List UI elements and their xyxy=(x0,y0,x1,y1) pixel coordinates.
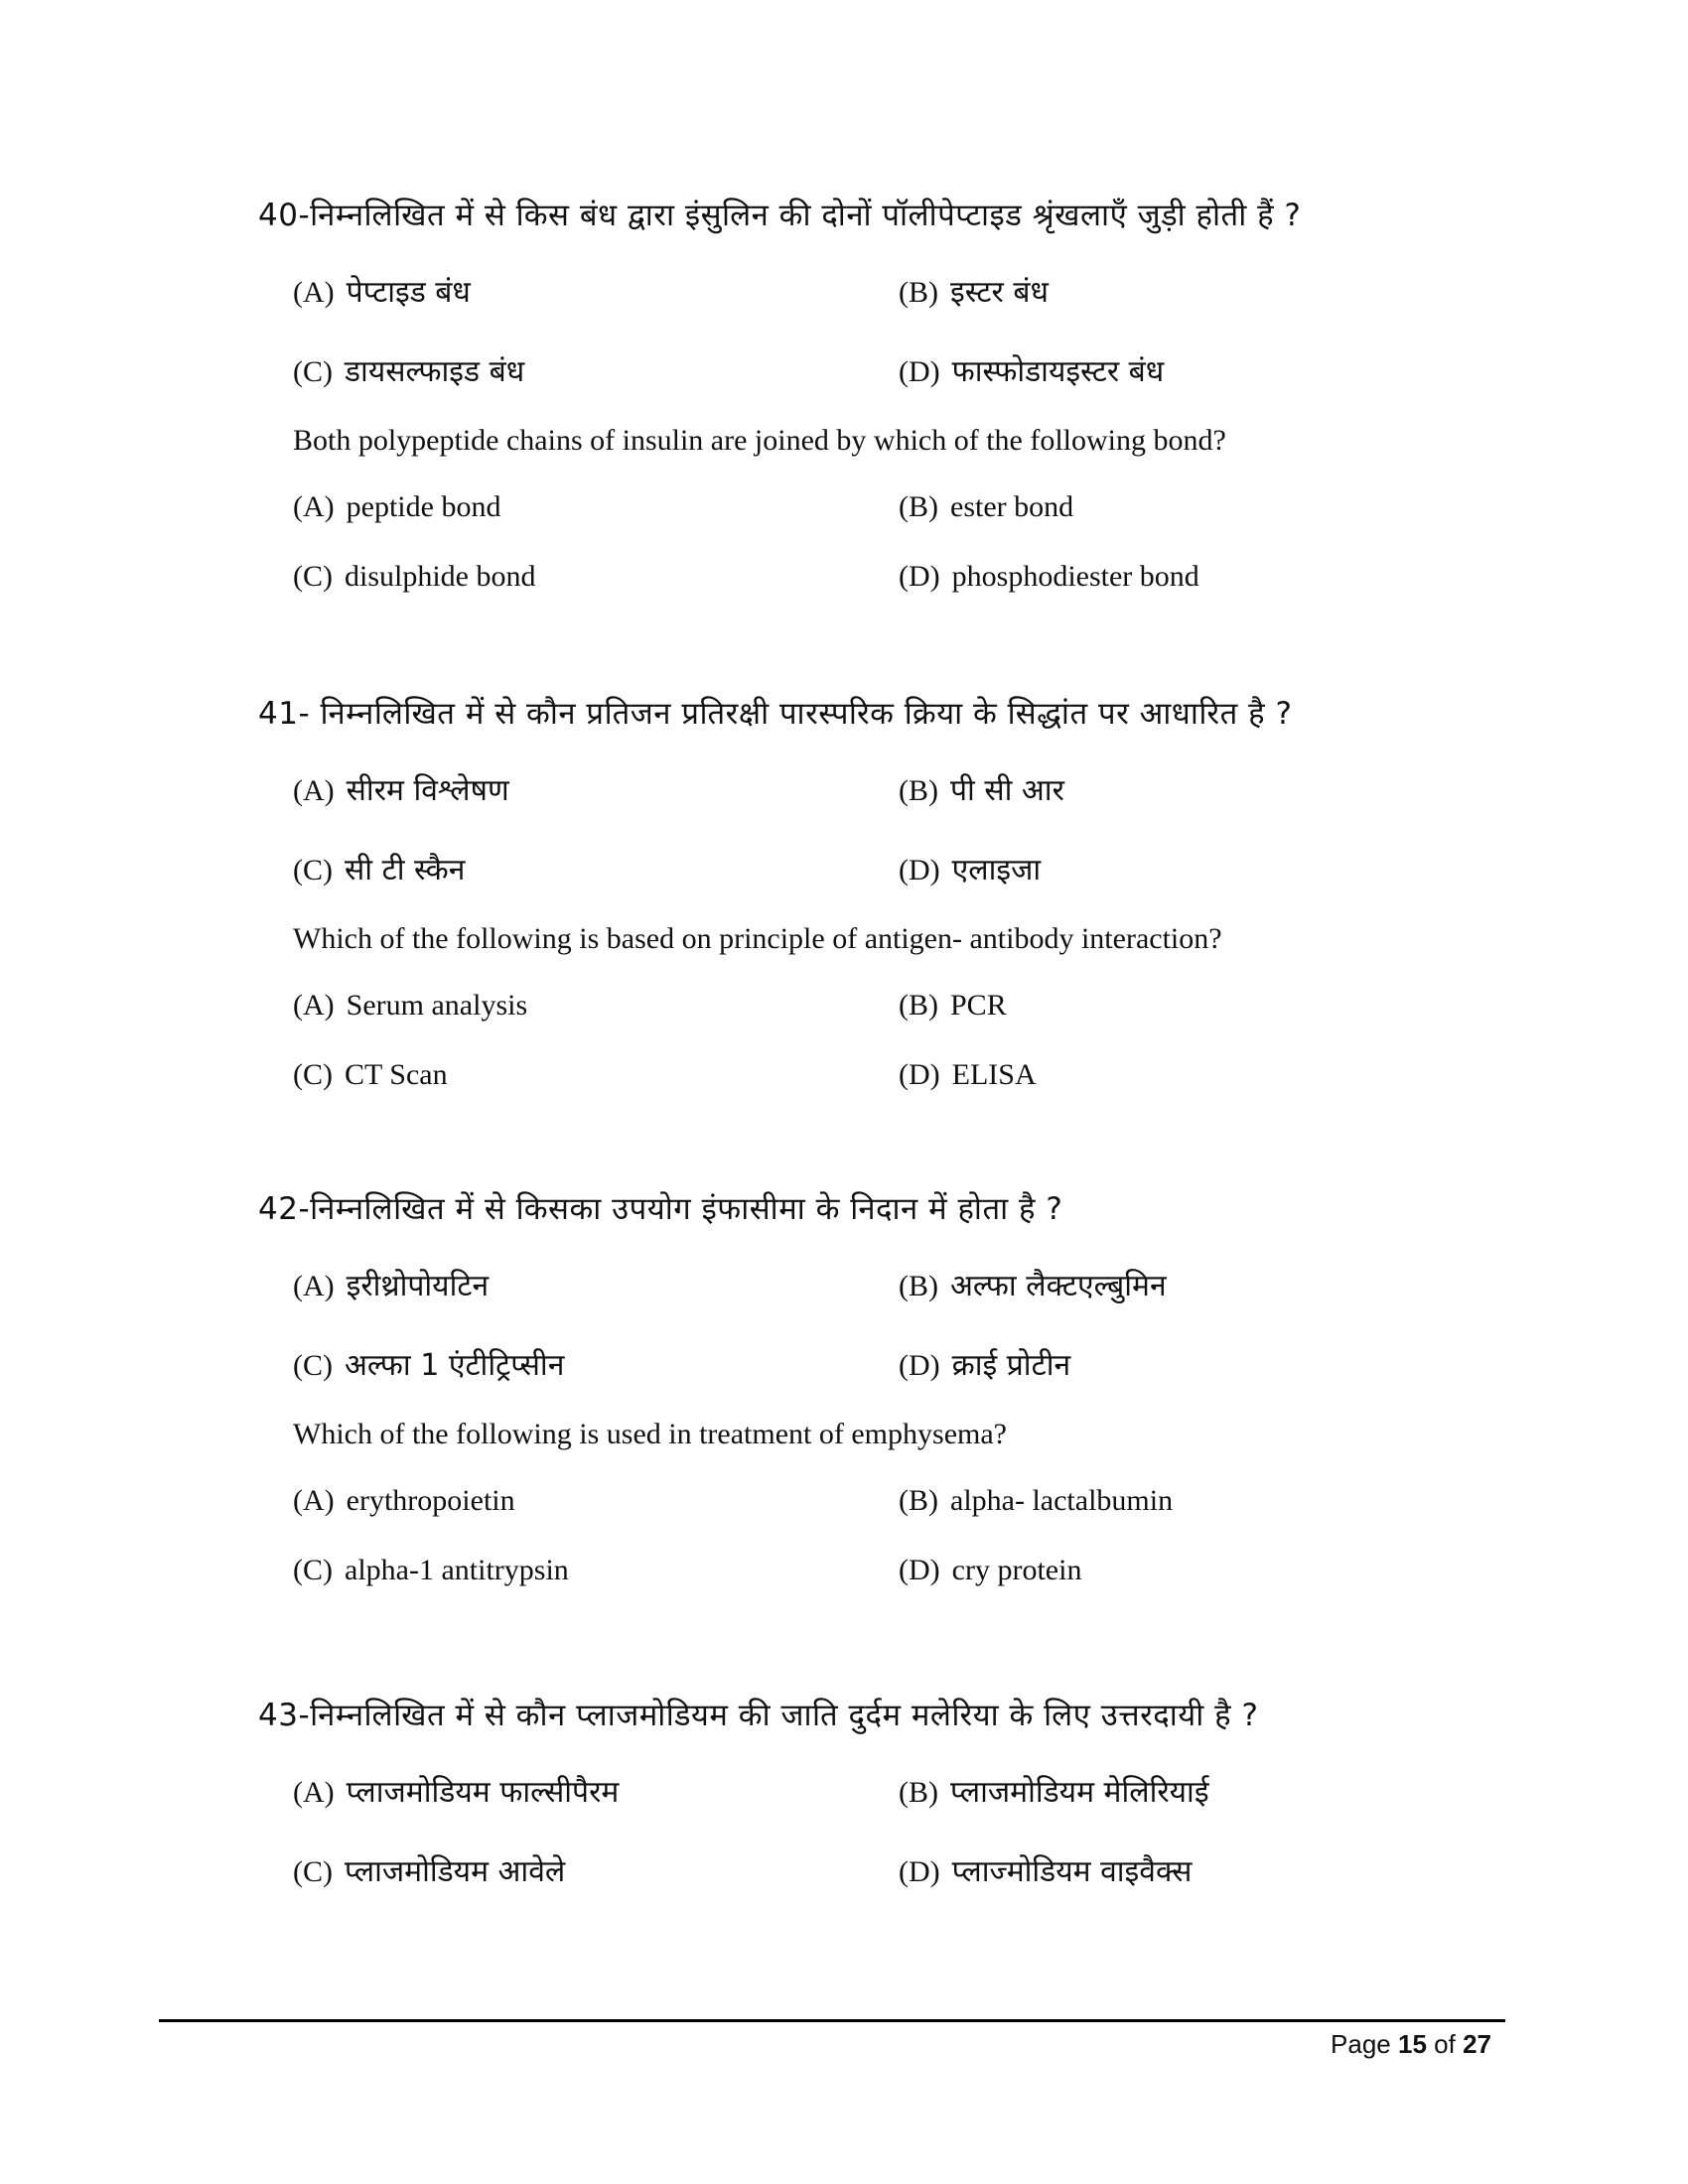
options-row xyxy=(293,270,1489,310)
option-c: (C) CT Scan xyxy=(293,1058,448,1091)
option-c: (C) अल्फा 1 एंटीट्रिप्सीन xyxy=(293,1348,565,1383)
option-b: (B) ester bond xyxy=(899,490,1074,523)
option-c: (C) disulphide bond xyxy=(293,560,536,593)
option-c: (C) प्लाजमोडियम आवेले xyxy=(293,1854,566,1889)
option-d: (D) फास्फोडायइस्टर बंध xyxy=(899,354,1165,389)
option-b: (B) इस्टर बंध xyxy=(899,275,1049,310)
options-row xyxy=(293,1343,1489,1383)
option-d: (D) क्राई प्रोटीन xyxy=(899,1348,1071,1383)
question-hindi: 41- निम्नलिखित में से कौन प्रतिजन प्रतिरक्षी पारस्परिक क्रिया के सिद्धांत पर आधारित है ? xyxy=(258,696,1293,732)
question-42 xyxy=(258,1187,1489,1593)
question-hindi: 42-निम्नलिखित में से किसका उपयोग इंफासीमा के निदान में होता है ? xyxy=(258,1191,1063,1227)
options-row xyxy=(293,989,1489,1028)
options-row xyxy=(293,1058,1489,1098)
option-d: (D) cry protein xyxy=(899,1554,1082,1586)
options-row xyxy=(293,349,1489,389)
options-row xyxy=(293,1554,1489,1593)
options-row xyxy=(293,1264,1489,1303)
question-hindi: 43-निम्नलिखित में से कौन प्लाजमोडियम की जाति दुर्दम मलेरिया के लिए उत्तरदायी है ? xyxy=(258,1698,1259,1733)
option-d: (D) एलाइजा xyxy=(899,853,1042,887)
question-41 xyxy=(258,692,1489,1098)
question-english: Which of the following is used in treatment of emphysema? xyxy=(293,1418,1007,1450)
option-b: (B) प्लाजमोडियम मेलिरियाई xyxy=(899,1775,1209,1810)
question-43 xyxy=(258,1694,1489,1889)
option-a: (A) Serum analysis xyxy=(293,989,528,1022)
page-number: Page 15 of 27 xyxy=(1331,2029,1491,2059)
question-hindi: 40-निम्नलिखित में से किस बंध द्वारा इंसुलिन की दोनों पॉलीपेप्टाइड श्रृंखलाएँ जुड़ी होती हैं ? xyxy=(258,198,1302,233)
option-c: (C) सी टी स्कैन xyxy=(293,853,466,887)
option-c: (C) alpha-1 antitrypsin xyxy=(293,1554,569,1586)
question-english: Both polypeptide chains of insulin are joined by which of the following bond? xyxy=(293,424,1226,457)
option-a: (A) peptide bond xyxy=(293,490,501,523)
options-row xyxy=(293,848,1489,887)
option-d: (D) प्लाज्मोडियम वाइवैक्स xyxy=(899,1854,1193,1889)
option-b: (B) पी सी आर xyxy=(899,773,1064,808)
options-row xyxy=(293,1484,1489,1524)
option-a: (A) इरीथ्रोपोयटिन xyxy=(293,1269,490,1303)
option-b: (B) अल्फा लैक्टएल्बुमिन xyxy=(899,1269,1167,1303)
option-c: (C) डायसल्फाइड बंध xyxy=(293,354,525,389)
option-b: (B) PCR xyxy=(899,989,1007,1022)
option-a: (A) erythropoietin xyxy=(293,1484,515,1517)
option-a: (A) सीरम विश्लेषण xyxy=(293,773,509,808)
option-a: (A) पेप्टाइड बंध xyxy=(293,275,471,310)
option-d: (D) phosphodiester bond xyxy=(899,560,1199,593)
options-row xyxy=(293,490,1489,530)
option-a: (A) प्लाजमोडियम फाल्सीपैरम xyxy=(293,1775,620,1810)
question-40 xyxy=(258,194,1489,600)
options-row xyxy=(293,560,1489,600)
option-d: (D) ELISA xyxy=(899,1058,1037,1091)
options-row xyxy=(293,1770,1489,1810)
question-english: Which of the following is based on principle of antigen- antibody interaction? xyxy=(293,922,1222,955)
options-row xyxy=(293,768,1489,808)
footer-divider xyxy=(159,2019,1505,2022)
options-row xyxy=(293,1849,1489,1889)
option-b: (B) alpha- lactalbumin xyxy=(899,1484,1174,1517)
